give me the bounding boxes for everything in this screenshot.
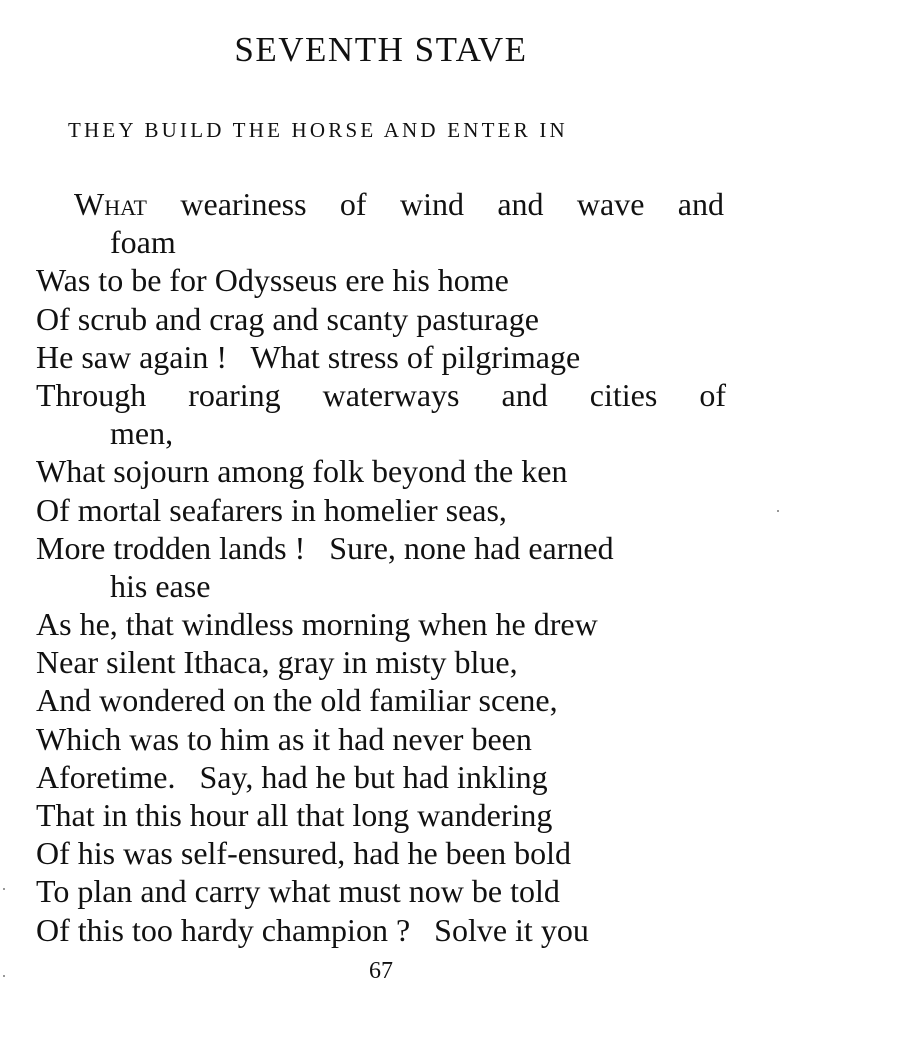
scan-speck [3,975,5,977]
scan-speck [777,510,779,512]
poem-line: Of mortal seafarers in homelier seas, [36,491,507,528]
poem-line: Aforetime. Say, had he but had inkling [36,758,548,795]
poem-line: As he, that windless morning when he drew [36,606,598,643]
scan-speck [3,888,5,890]
poem-line: Of this too hardy champion ? Solve it you [36,911,589,948]
chapter-title: SEVENTH STAVE [234,30,528,69]
poem-body [36,185,736,949]
poem-line: foam [110,224,176,261]
poem-line: Near silent Ithaca, gray in misty blue, [36,644,518,681]
poem-line: And wondered on the old familiar scene, [36,682,558,719]
poem-line [36,185,724,223]
poem-line: Was to be for Odysseus ere his home [36,262,509,299]
poem-line-text: weariness of wind and wave and [180,186,725,222]
poem-line: his ease [110,567,211,604]
poem-line: To plan and carry what must now be told [36,873,560,910]
poem-line: He saw again ! What stress of pilgrimage [36,338,581,375]
page-number: 67 [369,958,393,984]
poem-line: men, [110,415,174,452]
poem-line: Which was to him as it had never been [36,720,532,757]
poem-line: Of scrub and crag and scanty pasturage [36,300,539,337]
drop-word: What [74,186,147,222]
chapter-subtitle: THEY BUILD THE HORSE AND ENTER IN [68,118,568,142]
poem-line: That in this hour all that long wandering [36,797,553,833]
poem-line: Of his was self-ensured, had he been bold [36,835,571,872]
poem-line: More trodden lands ! Sure, none had earned [36,529,614,566]
poem-line: What sojourn among folk beyond the ken [36,453,568,490]
poem-line: Through roaring waterways and cities of [36,376,726,413]
